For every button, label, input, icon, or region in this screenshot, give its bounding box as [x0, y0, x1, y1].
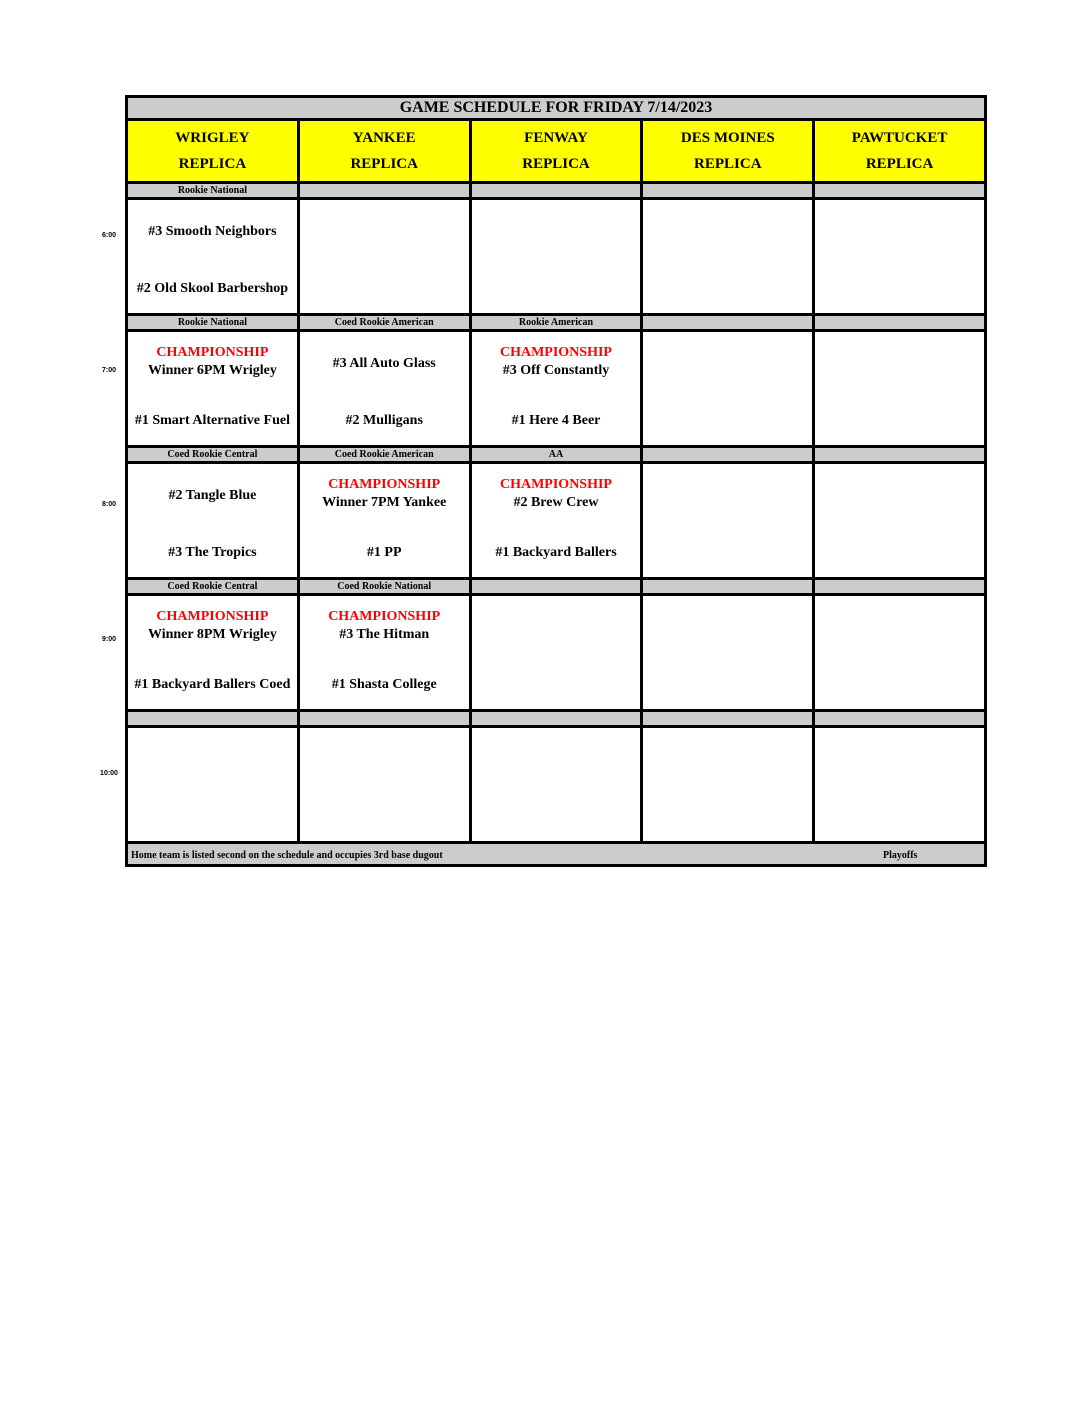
game-cell: [470, 331, 642, 447]
schedule-table: [125, 95, 987, 867]
game-cell: [298, 199, 470, 315]
division-label: [642, 315, 814, 331]
game-cell: [298, 727, 470, 843]
division-label: [642, 579, 814, 595]
division-label: [642, 447, 814, 463]
field-header-wrigley: [127, 120, 299, 183]
game-cell: [127, 199, 299, 315]
schedule-title: GAME SCHEDULE FOR FRIDAY 7/14/2023: [127, 97, 986, 120]
division-label: [298, 183, 470, 199]
time-label: 6:00: [101, 232, 116, 239]
division-label: Coed Rookie National: [298, 579, 470, 595]
home-team: #2 Mulligans: [345, 413, 423, 428]
game-row: [127, 331, 986, 447]
championship-label: CHAMPIONSHIP: [156, 609, 269, 624]
championship-label: CHAMPIONSHIP: [156, 345, 269, 360]
division-label: [470, 183, 642, 199]
home-team: #2 Old Skool Barbershop: [136, 281, 289, 296]
game-cell: [642, 331, 814, 447]
game-cell: [127, 331, 299, 447]
visiting-team: #3 All Auto Glass: [332, 356, 436, 371]
time-label: 10:00: [100, 770, 118, 777]
home-team: #1 Smart Alternative Fuel: [134, 413, 290, 428]
game-cell: [470, 463, 642, 579]
footer-band: [127, 843, 986, 866]
championship-label: CHAMPIONSHIP: [328, 609, 441, 624]
visiting-team: Winner 7PM Yankee: [322, 495, 447, 510]
division-row: [127, 711, 986, 727]
visiting-team: Winner 8PM Wrigley: [147, 627, 277, 642]
game-cell: [470, 199, 642, 315]
division-label: [470, 579, 642, 595]
home-team: #1 Shasta College: [331, 677, 437, 692]
division-label: [298, 711, 470, 727]
game-cell: [642, 595, 814, 711]
home-team: #3 The Tropics: [168, 545, 257, 560]
division-label: Rookie American: [470, 315, 642, 331]
division-row: [127, 183, 986, 199]
game-cell: [642, 463, 814, 579]
playoffs-label: Playoffs: [883, 850, 918, 861]
division-label: Coed Rookie American: [298, 315, 470, 331]
field-name: WRIGLEY: [175, 130, 250, 146]
footer-row: [127, 843, 986, 866]
field-name: YANKEE: [352, 130, 416, 146]
time-label: 9:00: [101, 635, 116, 643]
visiting-team: #3 Smooth Neighbors: [148, 224, 277, 239]
visiting-team: #2 Brew Crew: [513, 495, 599, 510]
game-cell: [642, 199, 814, 315]
game-cell: [298, 595, 470, 711]
home-team: #1 Here 4 Beer: [511, 413, 601, 428]
division-label: Rookie National: [127, 315, 299, 331]
home-team: #1 Backyard Ballers Coed: [134, 677, 291, 692]
game-cell: [642, 727, 814, 843]
visiting-team: #2 Tangle Blue: [168, 488, 257, 503]
division-label: [814, 315, 986, 331]
game-row: [127, 595, 986, 711]
field-name: PAWTUCKET: [851, 130, 948, 146]
field-type: REPLICA: [865, 156, 934, 172]
visiting-team: #3 The Hitman: [339, 627, 430, 642]
division-row: [127, 315, 986, 331]
game-cell: [814, 199, 986, 315]
field-header-yankee: [298, 120, 470, 183]
division-label: [814, 183, 986, 199]
home-team: #1 Backyard Ballers: [495, 545, 617, 560]
division-label: [814, 579, 986, 595]
visiting-team: Winner 6PM Wrigley: [147, 363, 277, 378]
game-cell: [814, 727, 986, 843]
game-row: [127, 199, 986, 315]
division-row: [127, 579, 986, 595]
championship-label: CHAMPIONSHIP: [328, 477, 441, 492]
division-row: [127, 447, 986, 463]
field-header-fenway: [470, 120, 642, 183]
game-row: [127, 463, 986, 579]
title-row: [127, 97, 986, 120]
championship-label: CHAMPIONSHIP: [499, 345, 612, 360]
division-label: Coed Rookie Central: [127, 447, 299, 463]
field-header-pawtucket: [814, 120, 986, 183]
division-label: [127, 711, 299, 727]
field-type: REPLICA: [350, 156, 418, 172]
game-cell: [127, 463, 299, 579]
game-cell: [470, 727, 642, 843]
division-label: Rookie National: [127, 183, 299, 199]
field-type: REPLICA: [178, 156, 247, 172]
field-name: DES MOINES: [680, 130, 775, 146]
division-label: AA: [470, 447, 642, 463]
visiting-team: #3 Off Constantly: [502, 363, 610, 378]
field-header-des-moines: [642, 120, 814, 183]
division-label: Coed Rookie Central: [127, 579, 299, 595]
championship-label: CHAMPIONSHIP: [499, 477, 612, 492]
game-row: [127, 727, 986, 843]
game-cell: [127, 727, 299, 843]
game-cell: [298, 463, 470, 579]
game-cell: [298, 331, 470, 447]
division-label: [814, 711, 986, 727]
division-label: [642, 183, 814, 199]
field-header-row: [127, 120, 986, 183]
division-label: [470, 711, 642, 727]
time-label: 7:00: [101, 366, 116, 374]
field-type: REPLICA: [694, 156, 762, 172]
game-cell: [814, 331, 986, 447]
field-name: FENWAY: [524, 130, 588, 146]
time-label: 8:00: [101, 501, 116, 508]
game-cell: [127, 595, 299, 711]
division-label: [814, 447, 986, 463]
home-team-note: Home team is listed second on the schedule and occupies 3rd base dugout: [131, 850, 443, 861]
game-cell: [814, 463, 986, 579]
field-type: REPLICA: [522, 156, 590, 172]
division-label: Coed Rookie American: [298, 447, 470, 463]
division-label: [642, 711, 814, 727]
game-cell: [814, 595, 986, 711]
game-cell: [470, 595, 642, 711]
home-team: #1 PP: [366, 545, 402, 560]
